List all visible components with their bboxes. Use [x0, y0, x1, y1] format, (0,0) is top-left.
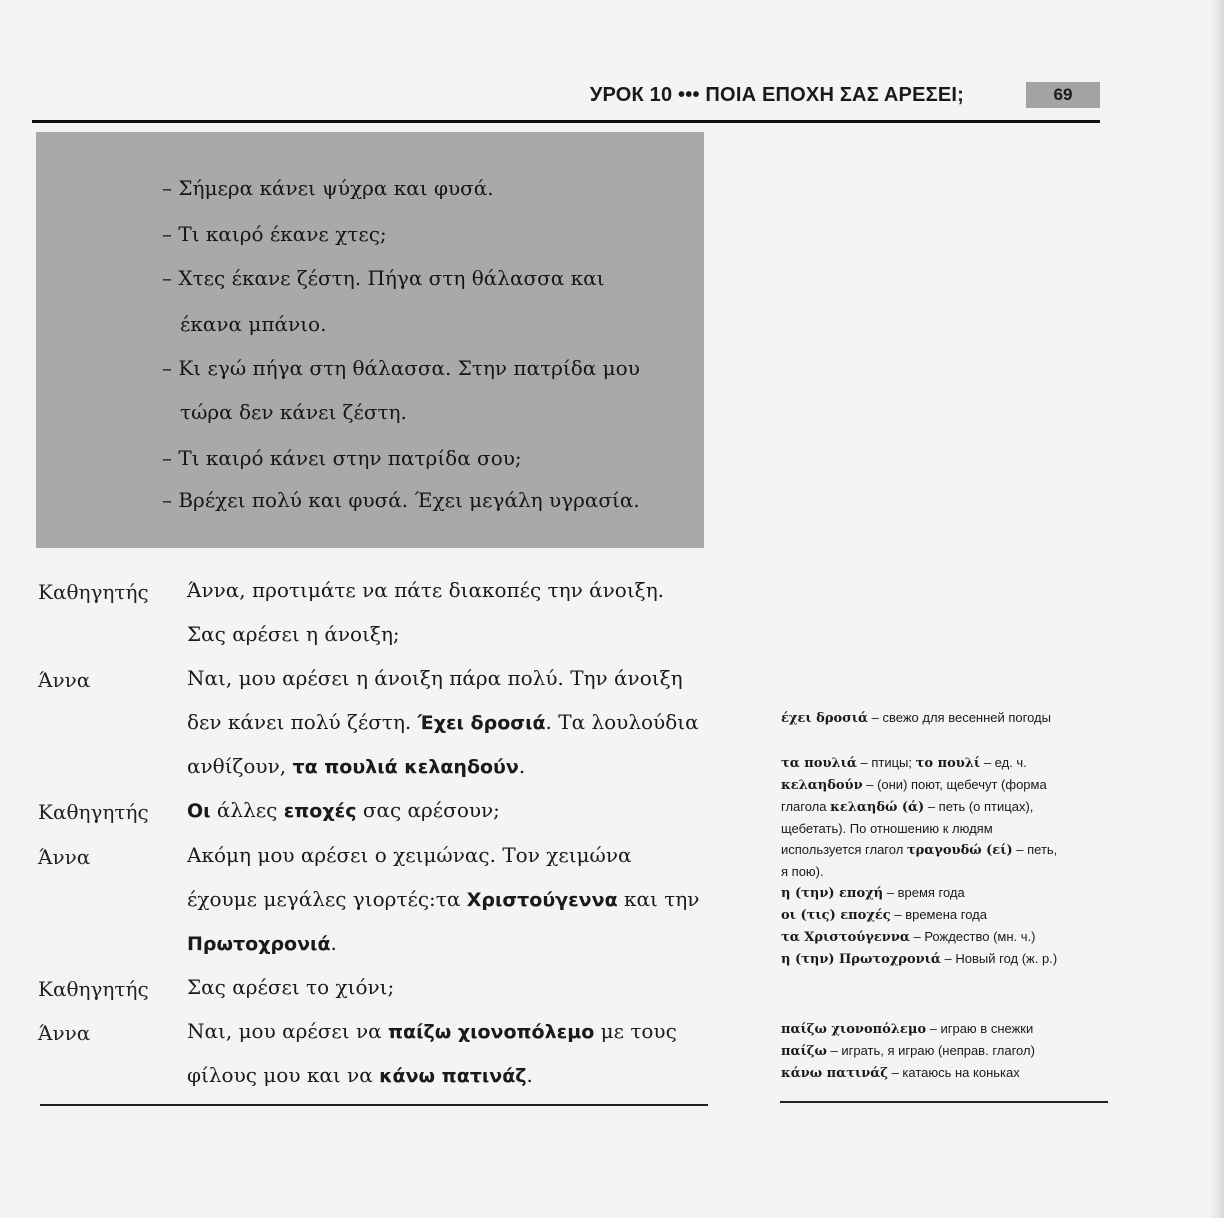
vocab-term: τα πουλιά κελαηδούν — [292, 756, 519, 778]
dialog-line: τώρα δεν κάνει ζέστη. — [180, 400, 407, 424]
vocab-note-group — [781, 1018, 1111, 1084]
vocab-entry: κάνω πατινάζ – катаюсь на коньках — [781, 1065, 1020, 1081]
vocab-term: εποχές — [283, 800, 357, 822]
dialogue-line: φίλους μου και να κάνω πατινάζ. — [187, 1063, 533, 1087]
dialog-line: – Κι εγώ πήγα στη θάλασσα. Στην πατρίδα μου — [162, 356, 640, 380]
dialogue-line: Σας αρέσει η άνοιξη; — [187, 622, 400, 646]
speaker-name: Άννα — [38, 1021, 91, 1045]
vocab-entry: έχει δροσιά – свежо для весенней погоды — [781, 710, 1051, 726]
vocab-bottom-rule — [780, 1101, 1108, 1103]
vocab-entry: παίζω – играть, я играю (неправ. глагол) — [781, 1043, 1035, 1059]
dialogue-line: Σας αρέσει το χιόνι; — [187, 975, 395, 999]
vocab-term: Πρωτοχρονιά — [187, 933, 331, 955]
dialog-line: – Χτες έκανε ζέστη. Πήγα στη θάλασσα και — [162, 266, 605, 290]
vocab-entry: глагола κελαηδώ (ά) – петь (о птицах), — [781, 799, 1034, 815]
page-header — [0, 82, 1100, 112]
dialogue-line: Ναι, μου αρέσει η άνοιξη πάρα πολύ. Την άνοιξη — [187, 666, 683, 690]
vocab-term: Έχει δροσιά — [417, 712, 546, 734]
speaker-name: Καθηγητής — [38, 800, 149, 824]
header-rule — [32, 120, 1100, 123]
vocab-entry: παίζω χιονοπόλεμο – играю в снежки — [781, 1021, 1034, 1037]
dialog-line: – Βρέχει πολύ και φυσά. Έχει μεγάλη υγρασία. — [162, 488, 640, 512]
dialog-line: έκανα μπάνιο. — [180, 312, 327, 336]
lesson-title: УРОК 10 ••• ΠΟΙΑ ΕΠΟΧΗ ΣΑΣ ΑΡΕΣΕΙ; — [589, 84, 964, 106]
speaker-name: Καθηγητής — [38, 580, 149, 604]
vocab-entry: η (την) Πρωτοχρονιά – Новый год (ж. р.) — [781, 951, 1058, 967]
dialog-line: – Τι καιρό έκανε χτες; — [162, 222, 387, 246]
vocab-term: κάνω πατινάζ — [379, 1065, 527, 1087]
vocab-term: παίζω χιονοπόλεμο — [387, 1021, 595, 1043]
vocab-entry: οι (τις) εποχές – времена года — [781, 907, 987, 923]
dialogue-line: δεν κάνει πολύ ζέστη. Έχει δροσιά. Τα λουλούδια — [187, 710, 699, 734]
dialogue-line: Οι άλλες εποχές σας αρέσουν; — [187, 798, 500, 822]
vocab-term: Οι — [187, 800, 211, 822]
vocab-entry: κελαηδούν – (они) поют, щебечут (форма — [781, 777, 1047, 793]
text-bottom-rule — [40, 1104, 708, 1106]
vocab-term: Χριστούγεννα — [466, 889, 618, 911]
dialog-line: – Τι καιρό κάνει στην πατρίδα σου; — [162, 446, 522, 470]
dialogue-line: ανθίζουν, τα πουλιά κελαηδούν. — [187, 754, 526, 778]
dialogue-line: έχουμε μεγάλες γιορτές:τα Χριστούγεννα και την — [187, 887, 700, 911]
dialogue-line: Άννα, προτιμάτε να πάτε διακοπές την άνοιξη. — [187, 578, 665, 602]
dialogue-line: Ναι, μου αρέσει να παίζω χιονοπόλεμο με τους — [187, 1019, 677, 1043]
vocab-entry: τα πουλιά – птицы; το πουλί – ед. ч. — [781, 755, 1027, 771]
dialogue-line: Ακόμη μου αρέσει ο χειμώνας. Τον χειμώνα — [187, 843, 632, 867]
dialog-box — [36, 132, 704, 548]
vocab-note-group — [781, 752, 1111, 970]
dialog-line: – Σήμερα κάνει ψύχρα και φυσά. — [162, 176, 494, 200]
vocab-entry: используется глагол τραγουδώ (εί) – петь, — [781, 842, 1058, 858]
dialogue-line: Πρωτοχρονιά. — [187, 931, 337, 955]
speaker-name: Άννα — [38, 845, 91, 869]
vocab-entry: η (την) εποχή – время года — [781, 885, 965, 901]
vocab-entry: я пою). — [781, 864, 824, 879]
speaker-name: Καθηγητής — [38, 977, 149, 1001]
vocab-note-group — [781, 707, 1111, 729]
page-edge-shadow — [1210, 0, 1224, 1218]
vocab-entry: щебетать). По отношению к людям — [781, 821, 993, 836]
speaker-name: Άννα — [38, 668, 91, 692]
page-number: 69 — [1026, 82, 1100, 108]
vocab-entry: τα Χριστούγεννα – Рождество (мн. ч.) — [781, 929, 1036, 945]
